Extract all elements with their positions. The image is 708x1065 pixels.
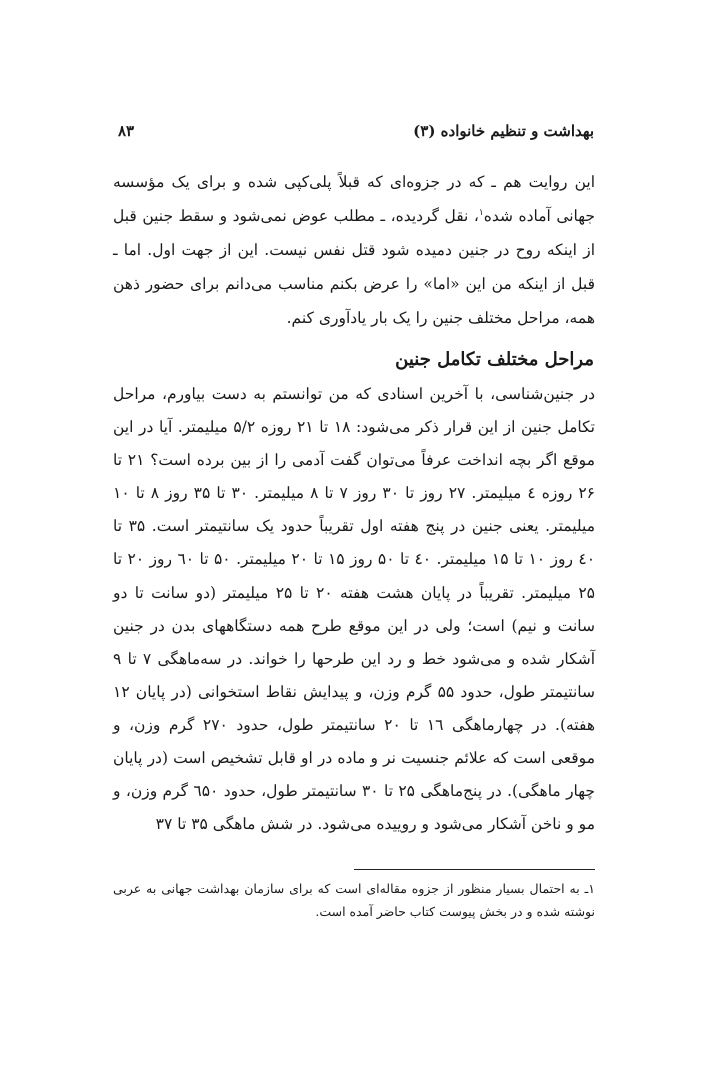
running-header (118, 122, 594, 146)
paragraph-2: در جنین‌شناسی، با آخرین اسنادی که من توانستم به دست بیاورم، مراحل تکامل جنین از این قرار ذکر می‌شود: ۱۸ تا ۲۱ روزه ۵/۲ میلیمتر. آیا در این موقع اگر بچه انداخت عرفاً می‌توان گفت آدمی را از بین برده است؟ ۲۱ تا ۲۶ روزه ٤ میلیمتر. ۲۷ روز تا ۳۰ روز ۷ تا ۸ میلیمتر. ۳۰ تا ۳۵ روز ۸ تا ۱۰ میلیمتر. یعنی جنین در پنج هفته اول تقریباً حدود یک سانتیمتر است. ۳۵ تا ٤۰ روز ۱۰ تا ۱۵ میلیمتر. ٤۰ تا ۵۰ روز ۱۵ تا ۲۰ میلیمتر. ۵۰ تا ٦۰ روز ۲۰ تا ۲۵ میلیمتر. تقریباً در پایان هشت هفته ۲۰ تا ۲۵ میلیمتر (دو سانت تا دو سانت و نیم) است؛ ولی در این موقع طرح همه دستگاههای بدن در جنین آشکار شده و می‌شود خط و رد این طرحها را خواند. در سه‌ماهگی ۷ تا ۹ سانتیمتر طول، حدود ۵۵ گرم وزن، و پیدایش نقاط استخوانی (در پایان ۱۲ هفته). در چهارماهگی ۱٦ تا ۲۰ سانتیمتر طول، حدود ۲۷۰ گرم وزن، و موقعی است که علائم جنسیت نر و ماده در او قابل تشخیص است (در پایان چهار ماهگی). در پنج‌ماهگی ۲۵ تا ۳۰ سانتیمتر طول، حدود ٦۵۰ گرم وزن، و مو و ناخن آشکار می‌شود و روییده می‌شود. در شش ماهگی ۳۵ تا ۳۷ (113, 385, 596, 834)
paragraph-1-text-b: ، نقل گردیده، ـ مطلب عوض نمی‌شود و سقط جنین قبل از اینکه روح در جنین دمیده شود قتل نفس نیست. این از جهت اول. اما ـ قبل از اینکه من این «اما» را عرض بکنم مناسب می‌دانم برای حضور ذهن همه، مراحل مختلف جنین را یک بار یادآوری کنم. (113, 206, 595, 327)
running-title: بهداشت و تنظیم خانواده (۳) (413, 122, 594, 140)
paragraph-1 (113, 166, 595, 336)
footnote-marker: ۱ (478, 207, 484, 218)
page-number: ۸۳ (118, 122, 135, 140)
footnote: ۱ـ به احتمال بسیار منظور از جزوه مقاله‌ای است که برای سازمان بهداشت جهانی به عربی نوشته شده و در بخش پیوست کتاب حاضر آمده است. (113, 881, 595, 919)
footnote-divider (354, 869, 595, 870)
section-heading: مراحل مختلف تکامل جنین (395, 349, 594, 370)
paragraph-1-text-a: این روایت هم ـ که در جزوه‌ای که قبلاً پلی‌کپی شده و برای یک مؤسسه جهانی آماده شده (113, 173, 595, 225)
